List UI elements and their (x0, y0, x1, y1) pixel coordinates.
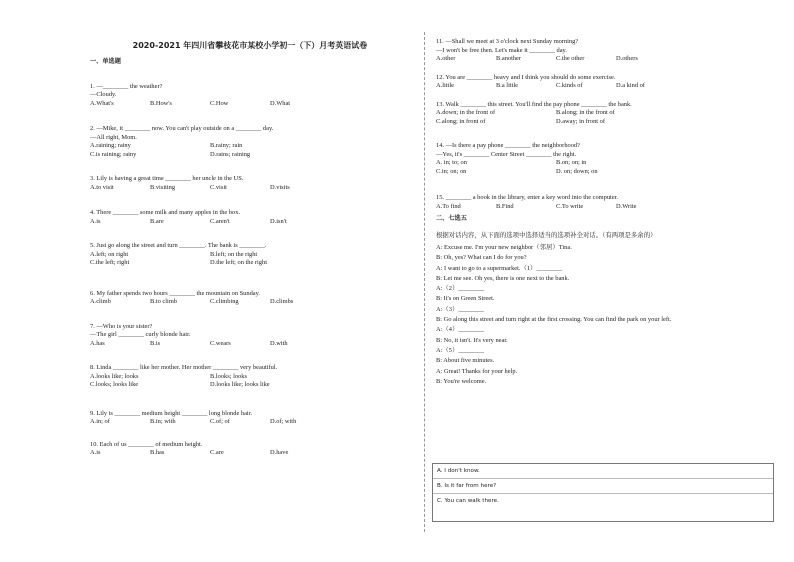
option-d[interactable]: D.away; in front of (556, 117, 605, 125)
option-a[interactable]: A.What's (90, 99, 114, 107)
option-a[interactable]: A.climb (90, 298, 111, 305)
option-c[interactable]: C.of; of (210, 418, 230, 425)
question-block (90, 209, 410, 226)
option-row (90, 373, 410, 382)
option-a[interactable]: A.to visit (90, 183, 114, 191)
option-d[interactable]: D.with (270, 339, 288, 347)
question-block (90, 83, 410, 109)
question-line: —All right, Mom. (90, 133, 137, 141)
option-a[interactable]: A.little (436, 82, 454, 89)
option-b[interactable]: B.How's (150, 99, 172, 107)
question-stem: 2. —Mike, it ________ now. You can't play outside on a ________ day. (90, 125, 274, 132)
question-stem: 1. —________ the weather? (90, 82, 163, 90)
dialogue-line: B: About five minutes. (436, 357, 495, 365)
question-stem: 10. Each of us ________ of medium height. (90, 440, 203, 448)
option-a[interactable]: A. in; to; on (436, 159, 467, 166)
option-a[interactable]: A.left; on right (90, 250, 129, 258)
dialogue-line: A:（3）________ (436, 305, 484, 313)
question-block (90, 364, 410, 390)
option-row (90, 142, 410, 151)
dialogue-line: B: No, it isn't. It's very near. (436, 336, 508, 344)
question-options (436, 203, 776, 212)
option-a[interactable]: A.To find (436, 202, 461, 210)
option-d[interactable]: D.isn't (270, 217, 287, 225)
question-block (90, 323, 410, 349)
question-block (436, 38, 776, 64)
option-a[interactable]: A.other (436, 55, 456, 62)
option-a[interactable]: A.down; in the front of (436, 109, 496, 116)
dialogue-line: B: Go along this street and turn right at the first crossing. You can find the park on your left. (436, 316, 672, 324)
option-row (436, 109, 776, 118)
dialogue-line: A: Excuse me. I'm your new neighbor（邻居）Tina. (436, 244, 572, 251)
question-stem: 8. Linda ________ like her mother. Her mother ________ very beautiful. (90, 364, 278, 371)
left-question-list (90, 83, 410, 458)
dialogue-line: A: I want to go to a supermarket.（1）________ (436, 264, 563, 272)
option-a[interactable]: A.looks like; looks (90, 372, 139, 380)
right-column (436, 38, 776, 387)
question-options (90, 418, 410, 427)
question-line: —Cloudy. (90, 91, 117, 98)
option-b[interactable]: B.a little (496, 82, 519, 89)
option-c[interactable]: C.visit (210, 183, 227, 191)
question-options (90, 100, 410, 109)
question-stem: 15. ________ a book in the library, enter a key word into the computer. (436, 194, 619, 201)
section-instruction: 根据对话内容，从下面的选项中选择适当的选项补全对话。（有两项是多余的） (436, 231, 657, 239)
question-block (436, 194, 776, 211)
choices-box (432, 463, 774, 522)
option-a[interactable]: A.in; of (90, 418, 110, 425)
dialogue-line: A:（4）________ (436, 326, 484, 334)
option-d[interactable]: D. on; down; on (556, 167, 598, 175)
question-line: —The girl ________ curly blonde hair. (90, 331, 191, 338)
option-row (436, 118, 776, 127)
dialogue-block (436, 243, 776, 387)
option-row (436, 168, 776, 177)
option-c[interactable]: C.aren't (210, 217, 230, 225)
option-b[interactable]: B.are (150, 217, 164, 225)
question-options (90, 449, 410, 458)
option-c[interactable]: C.are (210, 449, 224, 456)
question-stem: 12. You are ________ heavy and I think you should do some exercise. (436, 73, 616, 81)
option-row (436, 159, 776, 168)
option-b[interactable]: B.visiting (150, 183, 176, 191)
exam-title: 2020-2021 年四川省攀枝花市某校小学初一（下）月考英语试卷 (132, 41, 368, 50)
option-c[interactable]: C.along; in front of (436, 117, 486, 125)
option-b[interactable]: B.Find (496, 202, 514, 210)
question-block (90, 290, 410, 307)
option-b[interactable]: B.in; with (150, 418, 176, 425)
dialogue-line: A:（2）________ (436, 285, 484, 293)
option-d[interactable]: D.climbs (270, 298, 294, 305)
option-a[interactable]: A.has (90, 339, 105, 347)
option-b[interactable]: B.rainy; rain (210, 142, 243, 149)
option-b[interactable]: B.to climb (150, 298, 177, 305)
question-options (436, 82, 776, 91)
question-options (90, 184, 410, 193)
column-divider (424, 32, 425, 532)
option-d[interactable]: D.others (616, 55, 638, 62)
section-single-choice-heading: 一、单选题 (90, 58, 121, 65)
option-d[interactable]: D.rains; raining (210, 150, 251, 158)
option-b[interactable]: B.on; on; in (556, 159, 587, 166)
option-c[interactable]: C.the other (556, 55, 585, 62)
question-block (90, 242, 410, 268)
question-line: —Yes, it's ________ Center Street ________ the right. (436, 150, 577, 158)
question-stem: 14. —Is there a pay phone ________ the neighborhood? (436, 142, 580, 149)
option-c[interactable]: C.climbing (210, 298, 239, 305)
option-a[interactable]: A.is (90, 449, 101, 456)
option-b[interactable]: B.is (150, 339, 161, 347)
option-a[interactable]: A.is (90, 217, 101, 225)
question-block (90, 125, 410, 159)
option-d[interactable]: D.the left; on the right (210, 259, 267, 266)
option-b[interactable]: B.along; in the front of (556, 109, 615, 116)
left-column (90, 58, 410, 458)
question-stem: 3. Lily is having a great time ________ her uncle in the US. (90, 175, 244, 182)
option-row (90, 151, 410, 160)
question-stem: 11. —Shall we meet at 3 o'clock next Sunday morning? (436, 38, 579, 45)
dialogue-line: B: It's on Green Street. (436, 295, 495, 303)
option-c[interactable]: C.in; on; on (436, 167, 467, 175)
question-block (90, 175, 410, 192)
question-stem: 13. Walk ________ this street. You'll find the pay phone ________ the bank. (436, 100, 632, 108)
option-c[interactable]: C.the left; right (90, 259, 130, 266)
option-c[interactable]: C.wears (210, 339, 231, 347)
question-stem: 5. Just go along the street and turn ________. The bank is ________. (90, 242, 267, 249)
option-b[interactable]: B.left; on the right (210, 250, 258, 258)
dialogue-line: A: Great! Thanks for your help. (436, 367, 518, 375)
choice-a: A. I don't know. (433, 464, 773, 479)
dialogue-line: A:（5）________ (436, 346, 484, 354)
option-row (90, 251, 410, 260)
option-b[interactable]: B.another (496, 55, 522, 62)
question-block (90, 410, 410, 427)
question-options (90, 298, 410, 307)
question-stem: 4. There ________ some milk and many apples in the box. (90, 209, 241, 216)
question-options (436, 55, 776, 64)
option-c[interactable]: C.kinds of (556, 82, 583, 89)
option-c[interactable]: C.To write (556, 202, 584, 210)
option-d[interactable]: D.What (270, 99, 291, 107)
choice-c: C. You can walk there. (437, 498, 499, 504)
choice-b: B. Is it far from here? (433, 479, 773, 494)
dialogue-line: B: Let me see. Oh yes, there is one next to the bank. (436, 274, 570, 282)
option-d[interactable]: D.visits (270, 183, 290, 191)
option-c[interactable]: C.How (210, 99, 229, 107)
right-question-list (436, 38, 776, 211)
question-stem: 7. —Who is your sister? (90, 322, 153, 330)
option-b[interactable]: B.has (150, 449, 165, 456)
option-d[interactable]: D.Write (616, 202, 637, 210)
question-block (436, 74, 776, 91)
option-c[interactable]: C.is raining; rainy (90, 150, 137, 158)
question-options (90, 340, 410, 349)
question-block (436, 101, 776, 127)
option-a[interactable]: A.raining; rainy (90, 142, 131, 149)
dialogue-line: B: You're welcome. (436, 377, 487, 385)
option-d[interactable]: D.of; with (270, 418, 297, 425)
option-c[interactable]: C.looks; looks like (90, 381, 139, 388)
question-block (90, 441, 410, 458)
option-b[interactable]: B.looks; looks (210, 372, 247, 380)
option-row (90, 381, 410, 390)
dialogue-line: B: Oh, yes? What can I do for you? (436, 254, 527, 262)
question-line: —I won't be free then. Let's make it ________ day. (436, 46, 567, 54)
question-block (436, 142, 776, 176)
option-row (90, 259, 410, 268)
section-seven-choose-five-heading: 二、七选五 (436, 215, 467, 222)
question-stem: 6. My father spends two hours ________ the mountain on Sunday. (90, 289, 260, 297)
question-options (90, 218, 410, 227)
option-d[interactable]: D.have (270, 449, 289, 456)
option-d[interactable]: D.looks like; looks like (210, 381, 270, 388)
option-d[interactable]: D.a kind of (616, 82, 645, 89)
question-stem: 9. Lily is ________ medium height ________ long blonde hair. (90, 409, 253, 417)
